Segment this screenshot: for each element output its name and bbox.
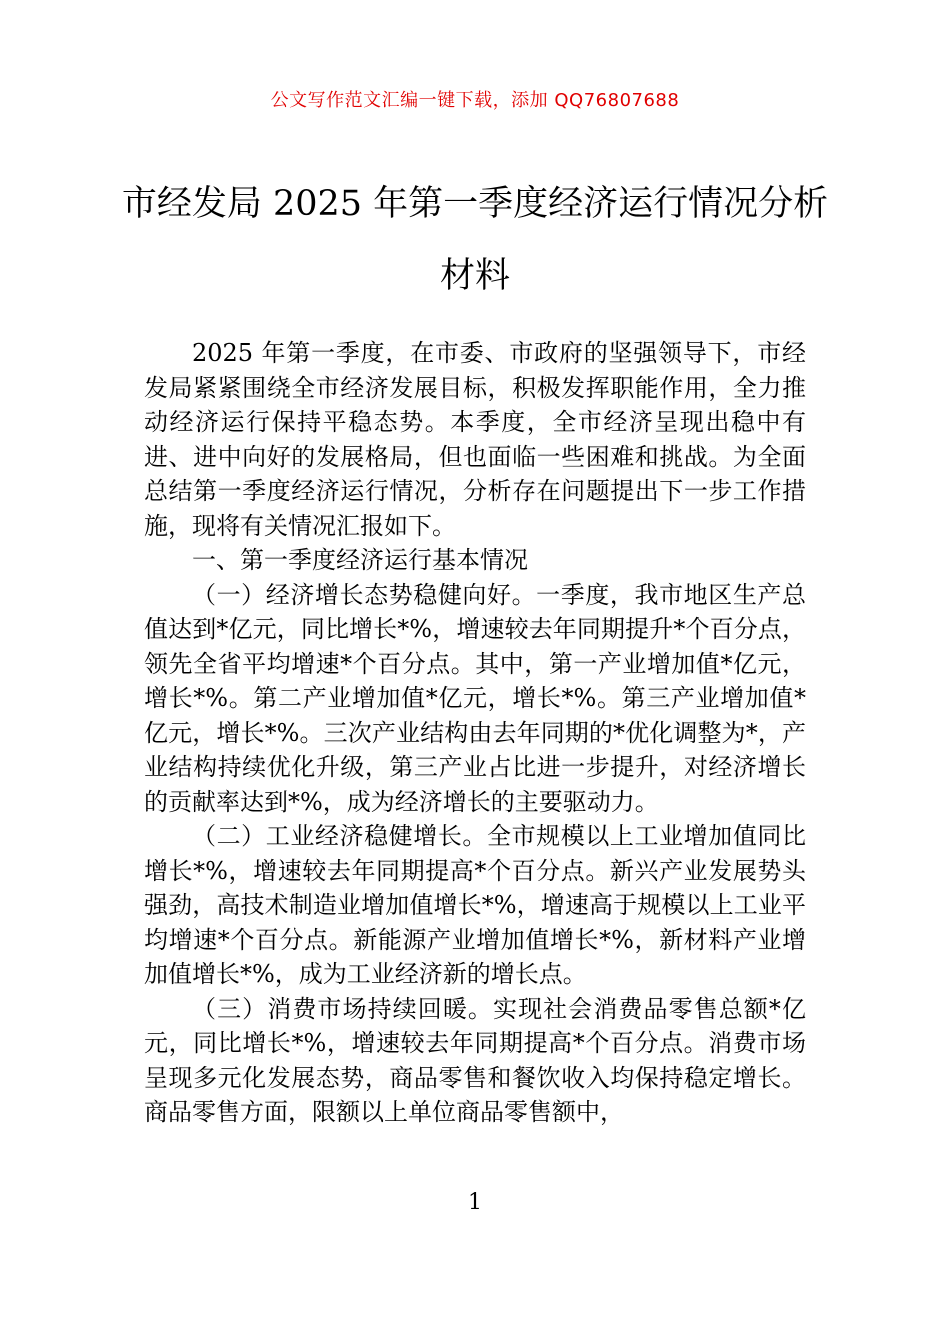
- download-note: 公文写作范文汇编一键下载，添加 QQ76807688: [270, 90, 680, 111]
- industrial-economy-paragraph: （二）工业经济稳健增长。全市规模以上工业增加值同比增长*%，增速较去年同期提高*个百分点。新兴产业发展势头强劲，高技术制造业增加值增长*%，增速高于规模以上工业平均增速*个百分点。新能源产业增加值增长*%，新材料产业增加值增长*%，成为工业经济新的增长点。: [144, 822, 806, 988]
- document-title: 市经发局 2025 年第一季度经济运行情况分析材料: [121, 184, 829, 296]
- economic-growth-paragraph: （一）经济增长态势稳健向好。一季度，我市地区生产总值达到*亿元，同比增长*%，增速较去年同期提升*个百分点，领先全省平均增速*个百分点。其中，第一产业增加值*亿元，增长*%。第二产业增加值*亿元，增长*%。第三产业增加值*亿元，增长*%。三次产业结构由去年同期的*优化调整为*，产业结构持续优化升级，第三产业占比进一步提升，对经济增长的贡献率达到*%，成为经济增长的主要驱动力。: [144, 580, 806, 816]
- consumer-market-paragraph: （三）消费市场持续回暖。实现社会消费品零售总额*亿元，同比增长*%，增速较去年同期提高*个百分点。消费市场呈现多元化发展态势，商品零售和餐饮收入均保持稳定增长。商品零售方面，限额以上单位商品零售额中，: [144, 994, 806, 1126]
- intro-paragraph: 2025 年第一季度，在市委、市政府的坚强领导下，市经发局紧紧围绕全市经济发展目标，积极发挥职能作用，全力推动经济运行保持平稳态势。本季度，全市经济呈现出稳中有进、进中向好的发展格局，但也面临一些困难和挑战。为全面总结第一季度经济运行情况，分析存在问题提出下一步工作措施，现将有关情况汇报如下。: [144, 339, 806, 540]
- document-body: [144, 336, 806, 1130]
- section-heading: 一、第一季度经济运行基本情况: [192, 546, 528, 574]
- page-number: 1: [468, 1190, 482, 1215]
